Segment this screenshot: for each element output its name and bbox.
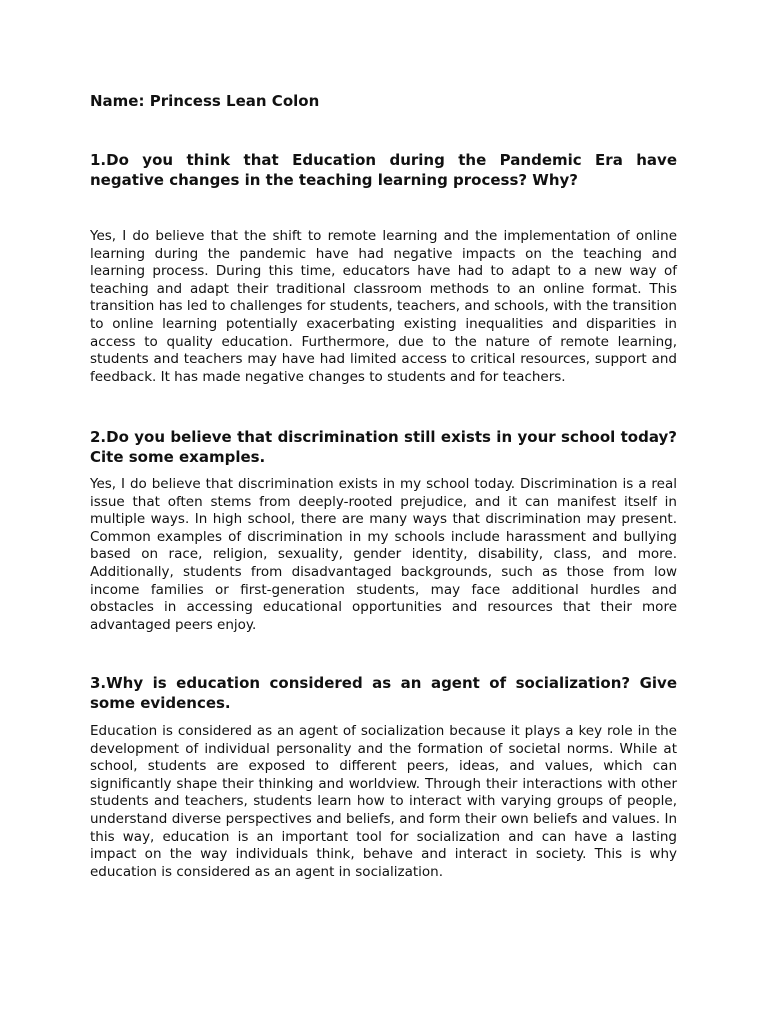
answer-3: Education is considered as an agent of socialization because it plays a key role in the development of individual personality and the formation of societal norms. While at school, students are exposed to different peers, ideas, and values, which can significantly shape their thinking and worldview. Through their interactions with other students and teachers, students learn how to interact with varying groups of people, understand diverse perspectives and beliefs, and form their own beliefs and values. In this way, education is an important tool for socialization and can have a lasting impact on the way individuals think, behave and interact in society. This is why education is considered as an agent in socialization. (90, 723, 677, 880)
question-3: 3.Why is education considered as an agent of socialization? Give some evidences. (90, 674, 677, 712)
question-2: 2.Do you believe that discrimination still exists in your school today? Cite some examples. (90, 428, 677, 466)
question-1: 1.Do you think that Education during the Pandemic Era have negative changes in the teaching learning process? Why? (90, 151, 677, 189)
document-page (90, 0, 677, 1024)
student-name: Name: Princess Lean Colon (90, 92, 320, 110)
answer-2: Yes, I do believe that discrimination exists in my school today. Discrimination is a real issue that often stems from deeply-rooted prejudice, and it can manifest itself in multiple ways. In high school, there are many ways that discrimination may present. Common examples of discrimination in my schools include harassment and bullying based on race, religion, sexuality, gender identity, disability, class, and more. Additionally, students from disadvantaged backgrounds, such as those from low income families or first-generation students, may face additional hurdles and obstacles in accessing educational opportunities and resources that their more advantaged peers enjoy. (90, 476, 677, 633)
answer-1: Yes, I do believe that the shift to remote learning and the implementation of online learning during the pandemic have had negative impacts on the teaching and learning process. During this time, educators have had to adapt to a new way of teaching and adapt their traditional classroom methods to an online format. This transition has led to challenges for students, teachers, and schools, with the transition to online learning potentially exacerbating existing inequalities and disparities in access to quality education. Furthermore, due to the nature of remote learning, students and teachers may have had limited access to critical resources, support and feedback. It has made negative changes to students and for teachers. (90, 228, 677, 385)
